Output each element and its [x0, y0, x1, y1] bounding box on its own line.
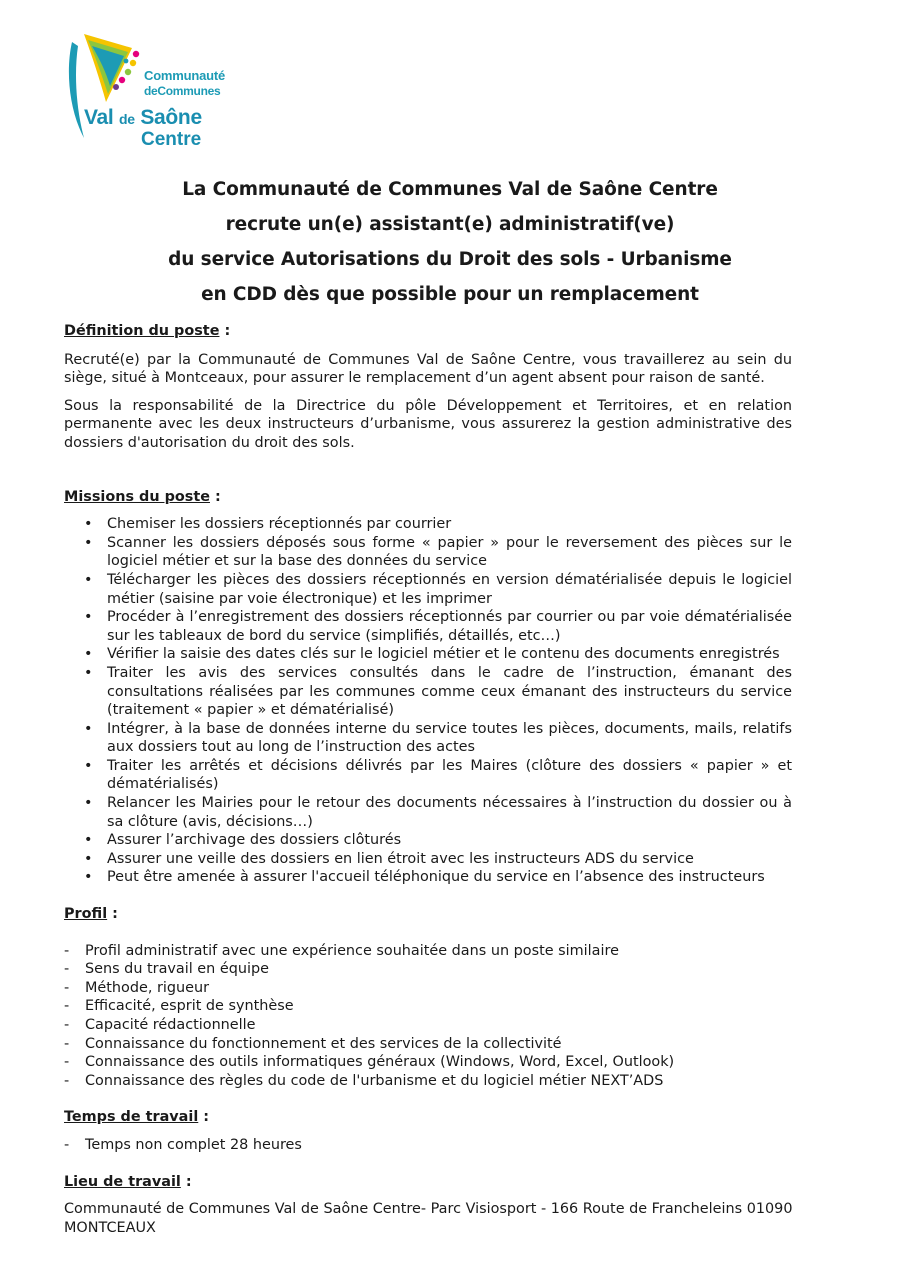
- title-line-1: La Communauté de Communes Val de Saône Centre: [182, 179, 718, 200]
- missions-item: • Assurer une veille des dossiers en lien étroit avec les instructeurs ADS du service: [64, 850, 792, 869]
- definition-heading: Définition du poste :: [64, 323, 231, 339]
- logo-line-decommunes: deCommunes: [144, 84, 221, 98]
- profil-item: - Profil administratif avec une expérience souhaitée dans un poste similaire: [64, 942, 792, 961]
- title-line-4: en CDD dès que possible pour un remplacement: [201, 284, 699, 305]
- temps-list: [64, 1136, 792, 1155]
- profil-item: - Capacité rédactionnelle: [64, 1016, 792, 1035]
- lieu-address: Communauté de Communes Val de Saône Centre- Parc Visiosport - 166 Route de Francheleins 01090 MONTCEAUX: [64, 1201, 793, 1236]
- missions-item: • Vérifier la saisie des dates clés sur le logiciel métier et le contenu des documents enregistrés: [64, 645, 792, 664]
- missions-item: • Traiter les avis des services consultés dans le cadre de l’instruction, émanant des consultations réalisées par les communes comme ceux émanant des instructeurs du service (traitement « papier » et dématérialisé): [64, 664, 792, 720]
- temps-heading: Temps de travail :: [64, 1109, 210, 1126]
- missions-item: • Assurer l’archivage des dossiers clôturés: [64, 831, 792, 850]
- logo-line-communaute: Communauté: [144, 68, 226, 83]
- missions-item: • Intégrer, à la base de données interne du service toutes les pièces, documents, mails, relatifs aux dossiers tout au long de l’instruction des actes: [64, 720, 792, 757]
- organization-logo: [62, 28, 226, 156]
- missions-heading: Missions du poste :: [64, 488, 221, 505]
- missions-item: • Relancer les Mairies pour le retour des documents nécessaires à l’instruction du dossier ou à sa clôture (avis, décisions…): [64, 794, 792, 831]
- title-line-3: du service Autorisations du Droit des sols - Urbanisme: [168, 249, 732, 270]
- logo-line-val-de-saone: Val de Saône: [84, 106, 202, 129]
- missions-item: • Télécharger les pièces des dossiers réceptionnés en version dématérialisée depuis le logiciel métier (saisine par voie électronique) et les imprimer: [64, 571, 792, 608]
- page-title: [0, 172, 900, 312]
- profil-item: - Connaissance du fonctionnement et des services de la collectivité: [64, 1035, 792, 1054]
- lieu-heading: Lieu de travail :: [64, 1173, 192, 1190]
- title-line-2: recrute un(e) assistant(e) administratif(ve): [225, 214, 675, 235]
- missions-item: • Traiter les arrêtés et décisions délivrés par les Maires (clôture des dossiers « papier » et dématérialisés): [64, 757, 792, 794]
- temps-item: - Temps non complet 28 heures: [64, 1136, 792, 1155]
- profil-heading: Profil :: [64, 906, 118, 923]
- missions-item: • Chemiser les dossiers réceptionnés par courrier: [64, 515, 792, 534]
- definition-paragraph-1: Recruté(e) par la Communauté de Communes Val de Saône Centre, vous travaillerez au sein du siège, situé à Montceaux, pour assurer le remplacement d’un agent absent pour raison de santé.: [64, 351, 792, 387]
- missions-item: • Peut être amenée à assurer l'accueil téléphonique du service en l’absence des instructeurs: [64, 868, 792, 887]
- document-body: [64, 322, 792, 1237]
- profil-item: - Connaissance des outils informatiques généraux (Windows, Word, Excel, Outlook): [64, 1053, 792, 1072]
- missions-item: • Procéder à l’enregistrement des dossiers réceptionnés par courrier ou par voie dématérialisée sur les tableaux de bord du service (simplifiés, détaillés, etc…): [64, 608, 792, 645]
- logo-line-centre: Centre: [141, 129, 202, 150]
- definition-paragraph-2: Sous la responsabilité de la Directrice du pôle Développement et Territoires, et en relation permanente avec les deux instructeurs d’urbanisme, vous assurerez la gestion administrative des dossiers d'autorisation du droit des sols.: [64, 397, 792, 451]
- profil-item: - Efficacité, esprit de synthèse: [64, 997, 792, 1016]
- missions-item: • Scanner les dossiers déposés sous forme « papier » pour le reversement des pièces sur le logiciel métier et sur la base des données du service: [64, 534, 792, 571]
- profil-item: - Sens du travail en équipe: [64, 960, 792, 979]
- missions-list: [64, 515, 792, 887]
- profil-list: [64, 942, 792, 1091]
- profil-item: - Méthode, rigueur: [64, 979, 792, 998]
- profil-item: - Connaissance des règles du code de l'urbanisme et du logiciel métier NEXT’ADS: [64, 1072, 792, 1091]
